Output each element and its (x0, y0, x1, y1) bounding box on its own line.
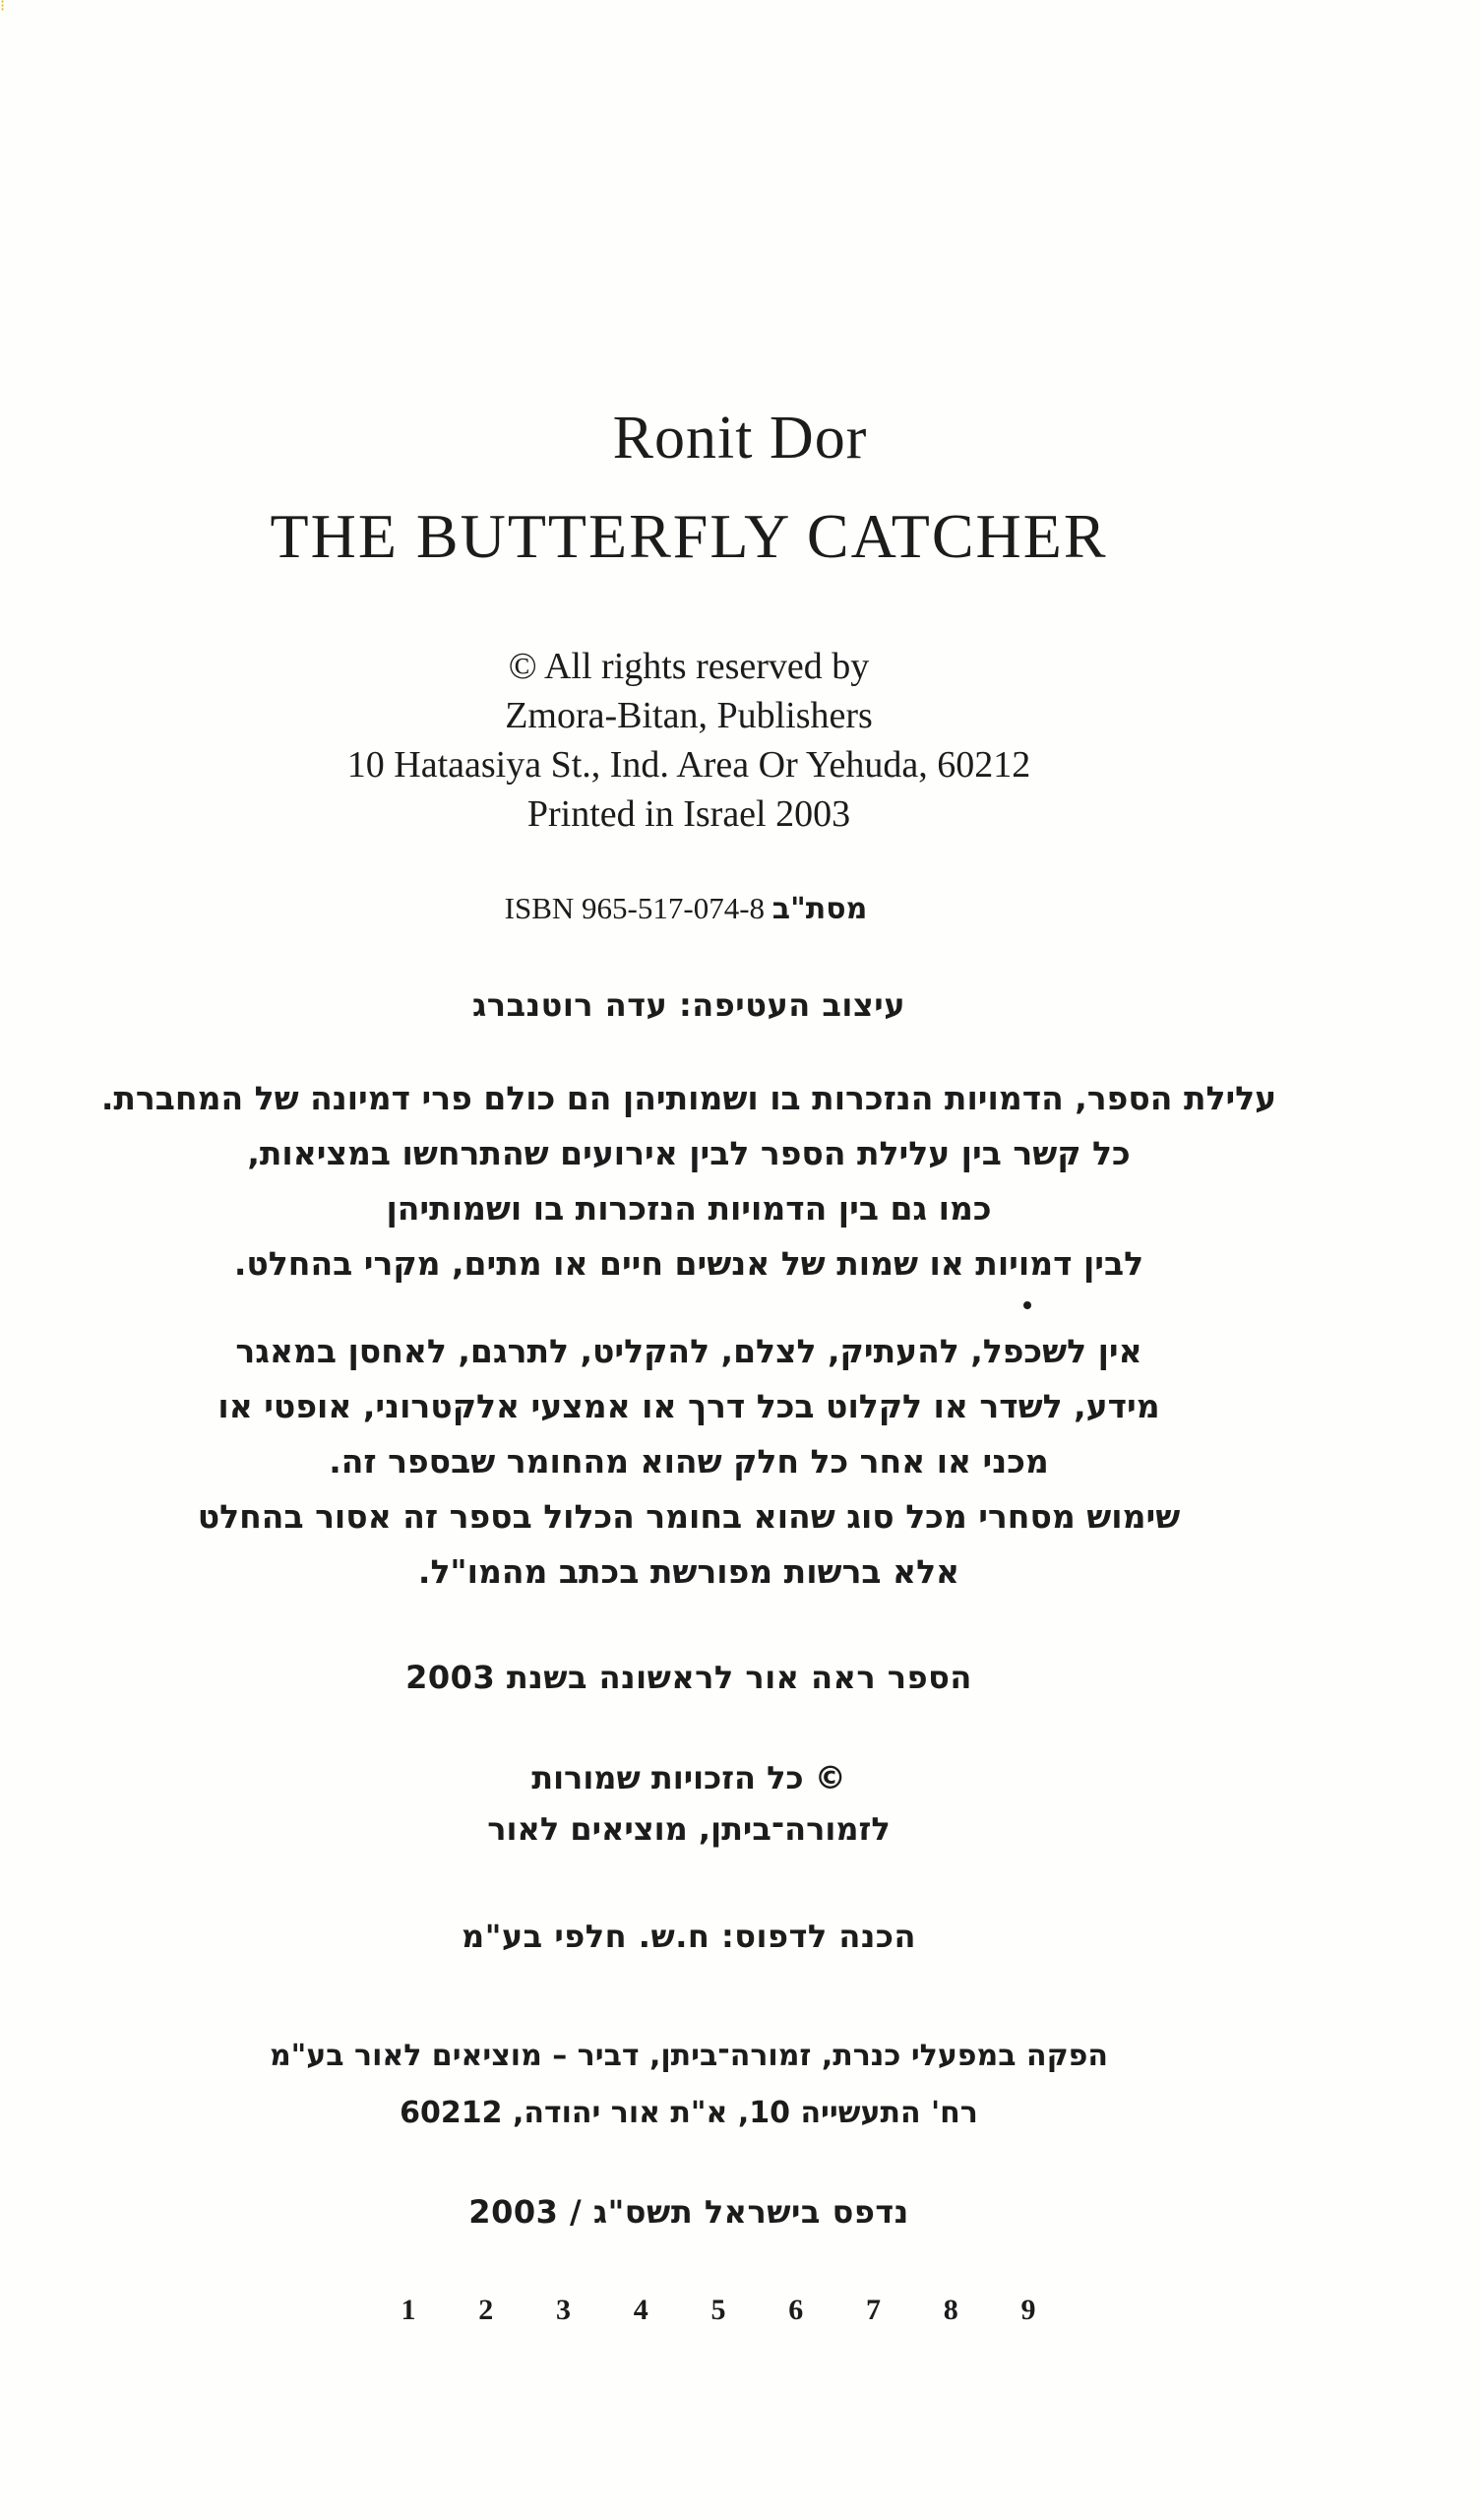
english-credit-line: 10 Hataasiya St., Ind. Area Or Yehuda, 60212 (346, 744, 1031, 786)
catalog-label: מסת"ב (771, 892, 868, 926)
english-credit-line: © All rights reserved by (508, 646, 870, 687)
copyright-notice (0, 1324, 1378, 1600)
print-run-number: 5 (710, 2294, 726, 2326)
english-credit-line: Printed in Israel 2003 (526, 793, 851, 835)
printed-in-israel-hebrew: נדפס בישראל תשס"ג / 2003 (468, 2193, 909, 2231)
separator-dot-icon (1023, 1301, 1031, 1309)
disclaimer-line: כל קשר בין עלילת הספר לבין אירועים שהתרחשו במציאות, (247, 1134, 1131, 1172)
print-run-number: 3 (556, 2294, 571, 2326)
print-run-number: 8 (943, 2294, 958, 2326)
isbn-line (0, 891, 1378, 926)
corner-mark-icon: ⁝ (0, 0, 6, 15)
copyright-line: מכני או אחר כל חלק שהוא מהחומר שבספר זה. (329, 1442, 1049, 1480)
fiction-disclaimer (0, 1071, 1378, 1292)
prepress-credit: הכנה לדפוס: ח.ש. חלפי בע"מ (462, 1918, 916, 1955)
print-run-numbers (394, 2294, 1043, 2327)
copyright-line: שימוש מסחרי מכל סוג שהוא בחומר הכלול בספר זה אסור בהחלט (197, 1497, 1181, 1536)
rights-line: © כל הזכויות שמורות (531, 1759, 846, 1796)
cover-design-credit: עיצוב העטיפה: עדה רוטנברג (472, 986, 905, 1024)
production-block (0, 2028, 1378, 2142)
hebrew-rights-block (0, 1752, 1378, 1855)
disclaimer-line: כמו גם בין הדמויות הנזכרות בו ושמותיהן (386, 1189, 992, 1228)
rights-line: לזמורה־ביתן, מוציאים לאור (487, 1810, 891, 1848)
disclaimer-line: לבין דמויות או שמות של אנשים חיים או מתים, מקרי בהחלט. (233, 1244, 1144, 1283)
first-published-line: הספר ראה אור לראשונה בשנת 2003 (405, 1659, 972, 1696)
english-credit-line: Zmora-Bitan, Publishers (505, 695, 873, 736)
production-line: הפקה במפעלי כנרת, זמורה־ביתן, דביר – מוציאים לאור בע"מ (269, 2039, 1109, 2073)
book-title: THE BUTTERFLY CATCHER (270, 501, 1108, 571)
print-run-number: 6 (788, 2294, 804, 2326)
production-line: רח' התעשייה 10, א"ת אור יהודה, 60212 (400, 2096, 978, 2130)
author-name: Ronit Dor (612, 405, 868, 472)
copyright-line: מידע, לשדר או לקלוט בכל דרך או אמצעי אלקטרוני, אופטי או (217, 1387, 1160, 1425)
print-run-number: 9 (1020, 2294, 1036, 2326)
print-run-number: 2 (478, 2294, 494, 2326)
print-run-number: 1 (401, 2294, 416, 2326)
print-run-number: 7 (866, 2294, 881, 2326)
isbn-number: ISBN 965-517-074-8 (504, 891, 766, 925)
disclaimer-line: עלילת הספר, הדמויות הנזכרות בו ושמותיהן הם כולם פרי דמיונה של המחברת. (100, 1079, 1277, 1117)
copyright-line: אין לשכפל, להעתיק, לצלם, להקליט, לתרגם, לאחסן במאגר (235, 1332, 1142, 1370)
copyright-line: אלא ברשות מפורשת בכתב מהמו"ל. (417, 1552, 960, 1591)
print-run-number: 4 (633, 2294, 648, 2326)
